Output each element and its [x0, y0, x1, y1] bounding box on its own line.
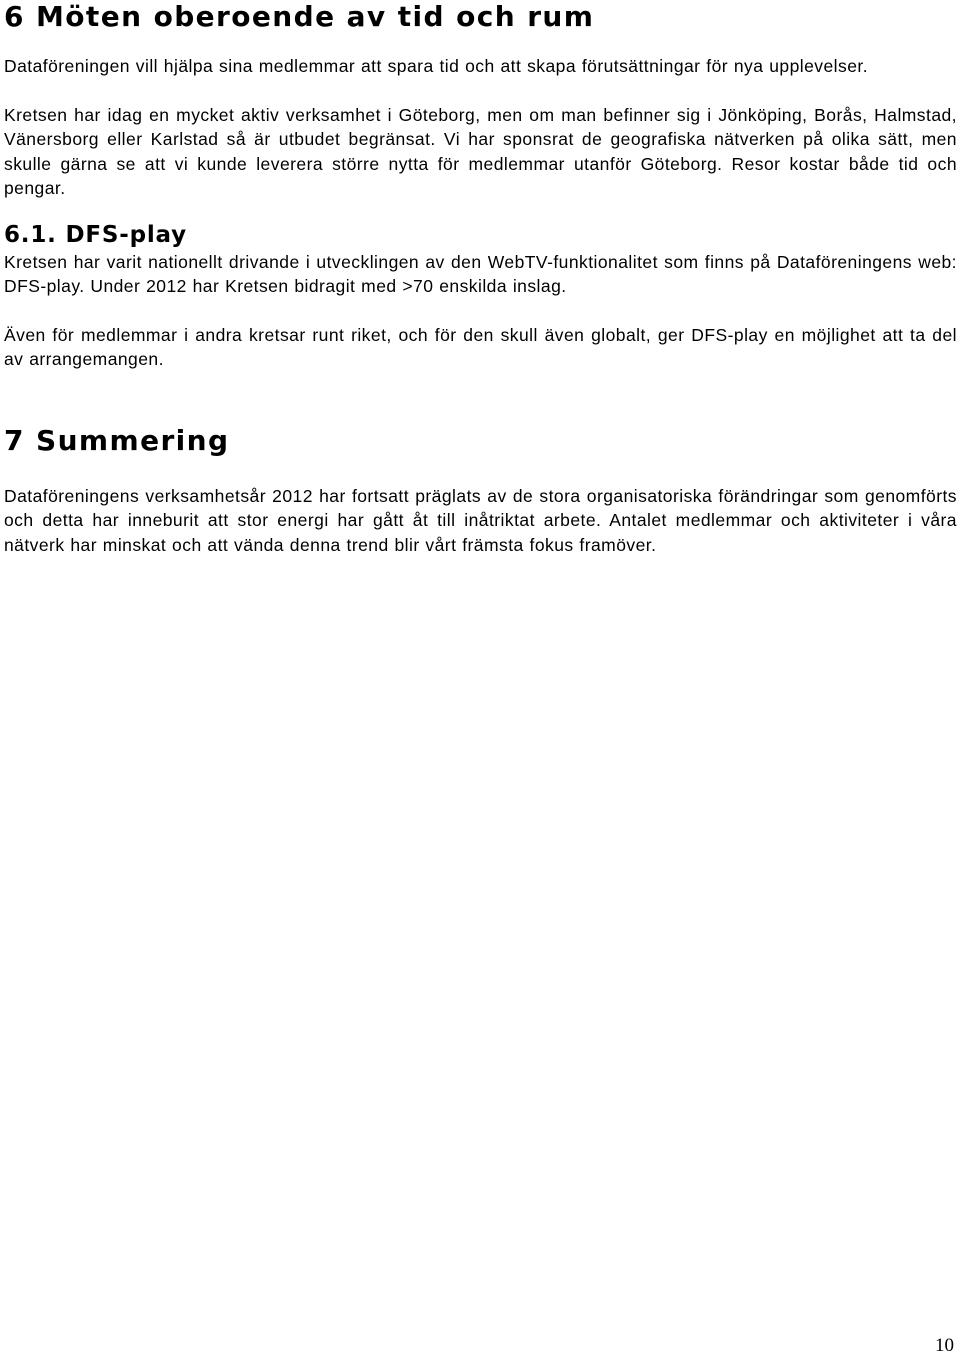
page-number: 10	[935, 1335, 954, 1356]
document-page	[4, 0, 957, 557]
section-7-heading: 7 Summering	[4, 423, 230, 457]
section-6-1-heading: 6.1. DFS-play	[4, 221, 187, 248]
section-6-heading: 6 Möten oberoende av tid och rum	[4, 0, 595, 33]
section-6-1-paragraph-2: Även för medlemmar i andra kretsar runt riket, och för den skull även globalt, ger DFS-play en möjlighet att ta del av arrangemangen.	[4, 324, 957, 369]
section-6-paragraph-2: Kretsen har idag en mycket aktiv verksamhet i Göteborg, men om man befinner sig i Jönköping, Borås, Halmstad, Vänersborg eller Karlstad så är utbudet begränsat. Vi har sponsrat de geografiska nätverken på olika sätt, men skulle gärna se att vi kunde leverera större nytta för medlemmar utanför Göteborg. Resor kostar både tid och pengar.	[4, 104, 957, 198]
section-6-paragraph-1: Dataföreningen vill hjälpa sina medlemmar att spara tid och att skapa förutsättningar för nya upplevelser.	[4, 56, 869, 76]
section-7-paragraph-1: Dataföreningens verksamhetsår 2012 har fortsatt präglats av de stora organisatoriska förändringar som genomförts och detta har inneburit att stor energi har gått åt till inåtriktat arbete. Antalet medlemmar och aktiviteter i våra nätverk har minskat och att vända denna trend blir vårt främsta fokus framöver.	[4, 485, 957, 555]
section-6-1-paragraph-1: Kretsen har varit nationellt drivande i utvecklingen av den WebTV-funktionalitet som finns på Dataföreningens web: DFS-play. Under 2012 har Kretsen bidragit med >70 enskilda inslag.	[4, 251, 957, 296]
